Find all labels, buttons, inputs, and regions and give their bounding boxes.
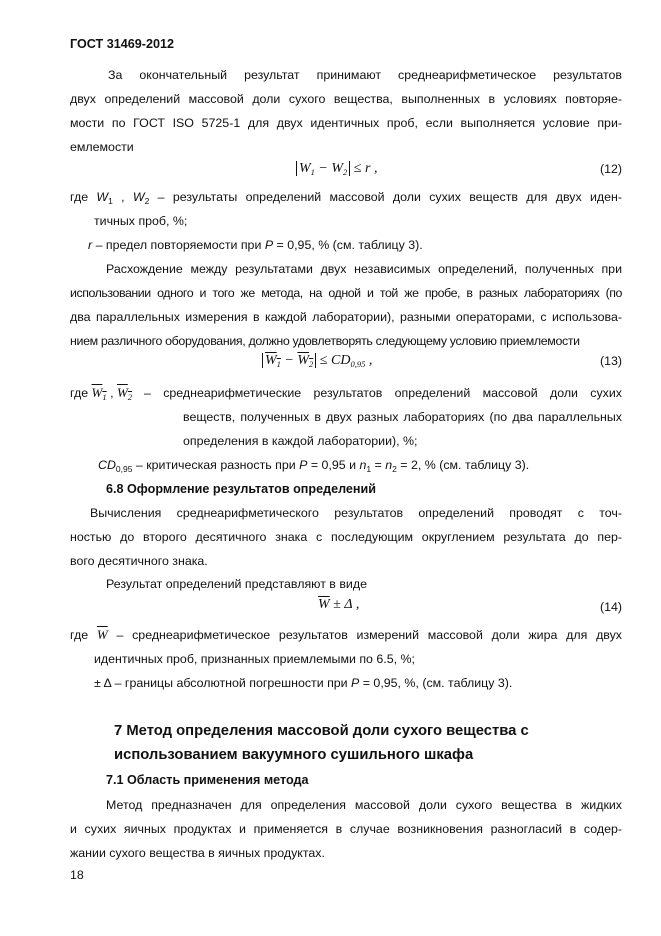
formula-12: $W_1 - W_2 \le r$ , <box>296 160 377 178</box>
paragraph-line: вого десятичного знака. <box>70 554 208 568</box>
paragraph-line: Вычисления среднеарифметического результатов определений проводят с точ- <box>90 506 622 520</box>
paragraph-line: мости по ГОСТ ISO 5725-1 для двух идентичных проб, если выполняется условие при- <box>70 116 622 130</box>
document-header: ГОСТ 31469-2012 <box>70 37 174 51</box>
paragraph-line: двух определений массовой доли сухого вещества, выполненных в условиях повторяе- <box>70 92 622 106</box>
section-heading: 7 Метод определения массовой доли сухого вещества с <box>114 723 529 739</box>
equation-number: (12) <box>599 162 622 176</box>
paragraph-line: За окончательный результат принимают среднеарифметическое результатов <box>108 68 622 82</box>
section-heading: 6.8 Оформление результатов определений <box>106 482 377 496</box>
paragraph-line: использовании одного и того же метода, на одной и той же пробе, в разных лабораториях (по <box>70 286 622 300</box>
page-number: 18 <box>70 868 84 882</box>
definition-line: идентичных проб, признанных приемлемыми по 6.5, %; <box>94 652 415 666</box>
paragraph-line: и сухих яичных продуктах и применяется в случае возникновения разногласий в содер- <box>70 822 622 836</box>
definition-line: $CD_{0,95}$ – критическая разность при P = 0,95 и $n_1 = n_2 = 2$, % (см. таблицу 3). <box>98 458 530 474</box>
equation-number: (13) <box>599 354 622 368</box>
section-heading: использованием вакуумного сушильного шкафа <box>114 747 474 763</box>
definition-line: r – предел повторяемости при P = 0,95, % (см. таблицу 3). <box>88 238 423 252</box>
definition-line: где $\overline{W}$ – среднеарифметическое результатов измерений массовой доли жира для двух <box>70 627 623 642</box>
paragraph-line: жании сухого вещества в яичных продуктах. <box>70 846 325 860</box>
paragraph-line: нием различного оборудования, должно удовлетворять следующему условию приемлемости <box>70 334 580 348</box>
definition-line: где $W_1$ , $W_2$ <box>70 385 133 402</box>
paragraph-line: Расхождение между результатами двух независимых определений, полученных при <box>106 262 622 276</box>
definition-line: веществ, полученных в двух разных лабораториях (по два параллельных <box>183 410 622 424</box>
definition-line: где $W_1$ , $W_2$ – результаты определений массовой доли сухих веществ для двух иден- <box>70 190 622 206</box>
paragraph-line: два параллельных измерения в каждой лаборатории), разными операторами, с использова- <box>70 310 622 324</box>
paragraph-line: Результат определений представляют в виде <box>106 577 367 591</box>
formula-14: $\overline{W} \pm \Delta$ , <box>318 597 360 612</box>
definition-line: ± Δ – границы абсолютной погрешности при P = 0,95, %, (см. таблицу 3). <box>94 676 513 690</box>
formula-13: $W_1 - W_2 \le CD_{0,95}$ , <box>262 352 372 370</box>
definition-line: – среднеарифметические результатов определений массовой доли сухих <box>144 386 622 400</box>
definition-line: тичных проб, %; <box>94 214 188 228</box>
definition-line: определения в каждой лаборатории), %; <box>183 434 418 448</box>
paragraph-line: Метод предназначен для определения массовой доли сухого вещества в жидких <box>106 798 622 812</box>
paragraph-line: емлемости <box>70 140 134 154</box>
paragraph-line: ностью до второго десятичного знака с последующим округлением результата до пер- <box>70 530 622 544</box>
equation-number: (14) <box>599 600 622 614</box>
section-heading: 7.1 Область применения метода <box>106 773 309 787</box>
